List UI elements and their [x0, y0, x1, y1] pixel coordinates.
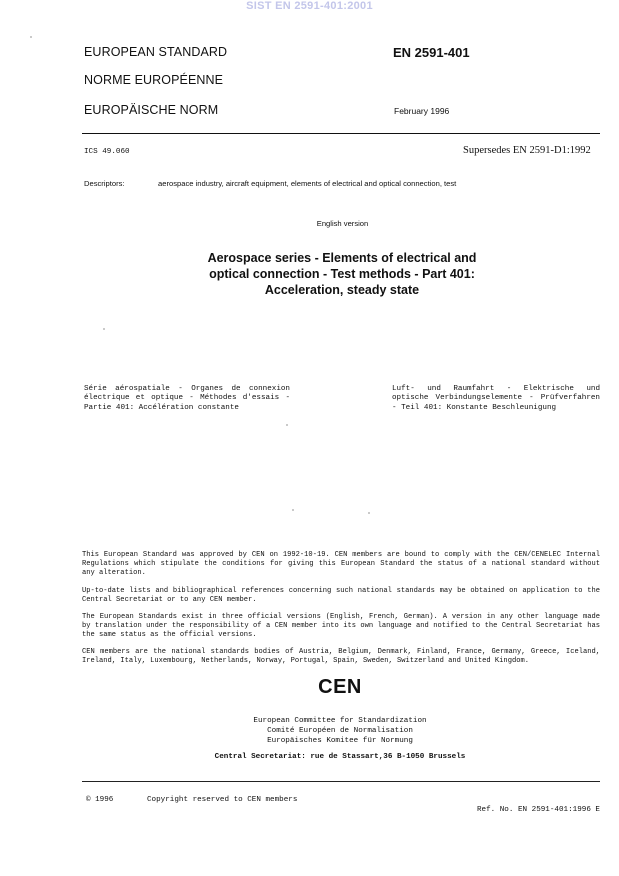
copyright-year: © 1996 [86, 796, 114, 804]
header-line-english: EUROPEAN STANDARD [84, 45, 228, 59]
scan-speck [30, 36, 32, 38]
scan-speck [103, 328, 105, 330]
versions-paragraph: The European Standards exist in three official versions (English, French, German). A version in any other language made by translation under the responsibility of a CEN member into its own language and notified to the Central Secretariat has the same status as the official versions. [82, 613, 600, 639]
central-secretariat: Central Secretariat: rue de Stassart,36 B-1050 Brussels [214, 753, 466, 761]
header-line-french: NORME EUROPÉENNE [84, 73, 224, 87]
descriptors-value: aerospace industry, aircraft equipment, elements of electrical and optical connection, test [158, 179, 457, 188]
standard-number: EN 2591-401 [393, 45, 470, 60]
reference-number: Ref. No. EN 2591-401:1996 E [476, 806, 600, 814]
members-paragraph: CEN members are the national standards bodies of Austria, Belgium, Denmark, Finland, France, Germany, Greece, Iceland, Ireland, Italy, Luxembourg, Netherlands, Norway, Portugal, Spain, Sweden, Switzerland and United Kingdom. [82, 648, 600, 665]
french-title: Série aérospatiale - Organes de connexion électrique et optique - Méthodes d'essais - Partie 401: Accélération constante [84, 385, 290, 412]
descriptors-label: Descriptors: [84, 179, 125, 188]
approval-paragraph: This European Standard was approved by CEN on 1992-10-19. CEN members are bound to comply with the CEN/CENELEC Internal Regulations which stipulate the conditions for giving this European Standard the status of a national standard without any alteration. [82, 551, 600, 577]
publication-date: February 1996 [394, 106, 450, 116]
german-title: Luft- und Raumfahrt - Elektrische und optische Verbindungselemente - Prüfverfahren - Teil 401: Konstante Beschleunigung [392, 385, 600, 412]
document-title [180, 250, 504, 298]
copyright-text: Copyright reserved to CEN members [147, 796, 298, 804]
header-rule [82, 133, 600, 134]
title-line-3: Acceleration, steady state [264, 283, 420, 297]
cen-name-english: European Committee for Standardization [253, 717, 427, 725]
cen-logo: CEN [318, 676, 362, 698]
scan-speck [286, 424, 288, 426]
supersedes: Supersedes EN 2591-D1:1992 [463, 145, 591, 156]
cen-name-german: Europäisches Komitee für Normung [267, 737, 413, 745]
cen-name-french: Comité Européen de Normalisation [267, 727, 413, 735]
references-paragraph: Up-to-date lists and bibliographical references concerning such national standards may be obtained on application to the Central Secretariat or to any CEN member. [82, 587, 600, 604]
watermark: SIST EN 2591-401:2001 [246, 0, 373, 12]
ics-code: ICS 49.060 [84, 148, 130, 156]
language-version: English version [316, 219, 369, 228]
title-line-2: optical connection - Test methods - Part 401: [209, 267, 475, 281]
scan-speck [368, 512, 370, 514]
title-line-1: Aerospace series - Elements of electrical and [207, 251, 477, 265]
scan-speck [292, 509, 294, 511]
footer-rule [82, 781, 600, 782]
header-line-german: EUROPÄISCHE NORM [84, 103, 219, 117]
